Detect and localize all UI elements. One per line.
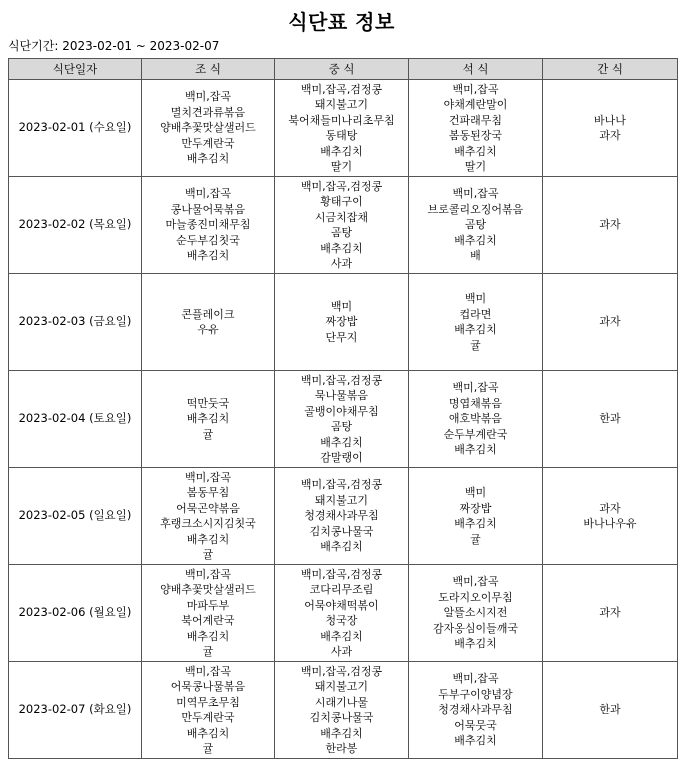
menu-item: 야채계란말이 xyxy=(443,98,508,111)
snack-cell xyxy=(543,80,678,177)
menu-item: 딸기 xyxy=(464,160,487,173)
menu-item: 배추김치 xyxy=(320,435,363,449)
menu-item: 한과 xyxy=(599,703,621,717)
menu-item: 백미,잡곡 xyxy=(452,672,499,686)
menu-item: 김치콩나물국 xyxy=(309,524,374,538)
date-cell: 2023-02-02 (목요일) xyxy=(9,177,142,274)
menu-item: 백미 xyxy=(330,299,353,313)
menu-item: 시금치잡채 xyxy=(314,210,369,224)
date-cell: 2023-02-04 (토요일) xyxy=(9,371,142,468)
menu-item: 과자 xyxy=(599,129,621,142)
menu-item: 배 xyxy=(470,249,481,263)
menu-item: 두부구이양념장 xyxy=(438,687,513,701)
menu-item: 한라봉 xyxy=(325,742,358,755)
menu-item: 배추김치 xyxy=(454,144,497,158)
menu-item: 순두부계란국 xyxy=(443,427,508,441)
menu-item: 과자 xyxy=(599,501,621,515)
breakfast-cell xyxy=(142,80,275,177)
menu-item: 브로콜리오징어볶음 xyxy=(427,202,524,216)
dinner-cell xyxy=(409,274,543,371)
menu-item: 코다리무조림 xyxy=(309,583,374,596)
breakfast-cell xyxy=(142,274,275,371)
menu-item: 시래기나물 xyxy=(314,695,369,709)
menu-item: 배추김치 xyxy=(320,629,363,643)
menu-item: 배추김치 xyxy=(454,323,497,336)
menu-item: 봄동무침 xyxy=(186,486,230,499)
menu-item: 배추김치 xyxy=(320,726,363,740)
header-breakfast: 조 식 xyxy=(142,59,275,80)
menu-item: 배추김치 xyxy=(454,734,497,748)
menu-item: 귤 xyxy=(202,548,214,561)
dinner-cell xyxy=(409,565,543,662)
menu-item: 알뜰소시지전 xyxy=(443,606,508,620)
breakfast-cell xyxy=(142,177,275,274)
date-cell: 2023-02-01 (수요일) xyxy=(9,80,142,177)
menu-item: 귤 xyxy=(202,742,214,755)
menu-item: 청경채사과무침 xyxy=(304,509,379,523)
date-cell: 2023-02-03 (금요일) xyxy=(9,274,142,371)
menu-item: 돼지불고기 xyxy=(314,98,369,111)
menu-item: 백미,잡곡,검정콩 xyxy=(300,567,383,581)
table-row xyxy=(9,662,678,759)
menu-item: 건파래무침 xyxy=(448,113,503,127)
menu-item: 어묵뭇국 xyxy=(454,718,497,732)
menu-item: 백미,잡곡 xyxy=(184,187,231,201)
menu-item: 백미,잡곡,검정콩 xyxy=(300,664,383,678)
menu-item: 사과 xyxy=(330,257,353,270)
menu-item: 순두부김칫국 xyxy=(176,233,240,247)
menu-item: 콩나물어묵볶음 xyxy=(170,202,246,216)
lunch-cell xyxy=(275,274,409,371)
table-row xyxy=(9,177,678,274)
menu-item: 떡만둣국 xyxy=(186,396,230,410)
menu-item: 귤 xyxy=(202,645,214,658)
snack-cell xyxy=(543,274,678,371)
menu-item: 백미,잡곡,검정콩 xyxy=(300,373,383,387)
menu-item: 백미,잡곡 xyxy=(184,90,231,104)
menu-item: 만두계란국 xyxy=(181,136,235,150)
lunch-cell xyxy=(275,80,409,177)
lunch-cell xyxy=(275,565,409,662)
menu-item: 배추김치 xyxy=(320,241,363,255)
menu-item: 후랭크소시지김칫국 xyxy=(160,517,256,530)
table-header-row xyxy=(9,59,678,80)
snack-cell xyxy=(543,177,678,274)
menu-item: 백미,잡곡 xyxy=(184,470,231,484)
menu-item: 봄동된장국 xyxy=(448,129,503,142)
menu-item: 배추김치 xyxy=(186,412,230,426)
menu-item: 감자옹심이들깨국 xyxy=(432,621,518,635)
menu-item: 배추김치 xyxy=(186,629,230,643)
menu-item: 도라지오이무침 xyxy=(438,590,513,604)
menu-item: 사과 xyxy=(330,645,353,658)
menu-item: 어묵콩나물볶음 xyxy=(170,680,246,693)
menu-item: 바나나 xyxy=(594,113,626,127)
menu-item: 멸치견과류볶음 xyxy=(170,105,246,119)
menu-item: 콘플레이크 xyxy=(181,307,235,321)
menu-item: 백미 xyxy=(464,486,487,499)
menu-item: 동태탕 xyxy=(325,129,358,142)
menu-item: 마늘종진미채무침 xyxy=(165,218,251,232)
dinner-cell xyxy=(409,662,543,759)
menu-item: 양배추꽃맛살샐러드 xyxy=(160,121,256,135)
date-cell: 2023-02-05 (일요일) xyxy=(9,468,142,565)
meal-period: 식단기간: 2023-02-01 ~ 2023-02-07 xyxy=(8,39,220,53)
menu-item: 북어채들미나리초무침 xyxy=(288,113,395,127)
menu-item: 과자 xyxy=(599,606,621,620)
menu-item: 배추김치 xyxy=(186,532,230,546)
meal-table xyxy=(8,58,678,759)
breakfast-cell xyxy=(142,371,275,468)
menu-item: 골뱅이야채무침 xyxy=(304,404,379,418)
menu-item: 백미,잡곡,검정콩 xyxy=(300,82,383,96)
page-title: 식단표 정보 xyxy=(288,10,395,34)
menu-item: 귤 xyxy=(470,532,481,546)
menu-item: 백미,잡곡,검정콩 xyxy=(300,179,383,193)
menu-item: 돼지불고기 xyxy=(314,680,369,693)
date-cell: 2023-02-06 (월요일) xyxy=(9,565,142,662)
menu-item: 짜장밥 xyxy=(459,501,492,515)
menu-item: 양배추꽃맛살샐러드 xyxy=(160,583,256,596)
lunch-cell xyxy=(275,662,409,759)
menu-item: 과자 xyxy=(599,315,621,329)
menu-item: 백미,잡곡 xyxy=(452,187,499,201)
menu-item: 백미,잡곡 xyxy=(452,82,499,96)
date-cell: 2023-02-07 (화요일) xyxy=(9,662,142,759)
menu-item: 백미,잡곡 xyxy=(184,664,231,678)
menu-item: 북어계란국 xyxy=(181,614,235,627)
menu-item: 귤 xyxy=(470,338,481,352)
breakfast-cell xyxy=(142,662,275,759)
breakfast-cell xyxy=(142,565,275,662)
menu-item: 배추김치 xyxy=(186,152,230,166)
menu-item: 어묵곤약볶음 xyxy=(176,501,240,515)
menu-item: 어묵야채떡볶이 xyxy=(304,598,379,612)
menu-item: 명엽채볶음 xyxy=(448,396,503,410)
table-row xyxy=(9,468,678,565)
menu-item: 곰탕 xyxy=(330,420,353,433)
menu-item: 한과 xyxy=(599,412,621,426)
menu-item: 짜장밥 xyxy=(325,315,358,329)
menu-item: 김치콩나물국 xyxy=(309,711,374,724)
header-date: 식단일자 xyxy=(9,59,142,80)
table-row xyxy=(9,274,678,371)
dinner-cell xyxy=(409,80,543,177)
table-row xyxy=(9,371,678,468)
lunch-cell xyxy=(275,177,409,274)
lunch-cell xyxy=(275,468,409,565)
menu-item: 단무지 xyxy=(325,330,358,344)
menu-item: 청국장 xyxy=(325,614,358,627)
menu-item: 배추김치 xyxy=(454,443,497,457)
menu-item: 백미,잡곡,검정콩 xyxy=(300,478,383,492)
menu-item: 황태구이 xyxy=(320,195,363,208)
menu-item: 돼지불고기 xyxy=(314,493,369,507)
table-row xyxy=(9,565,678,662)
snack-cell xyxy=(543,468,678,565)
menu-item: 청경채사과무침 xyxy=(438,703,513,717)
menu-item: 미역무초무침 xyxy=(176,695,240,709)
header-dinner: 석 식 xyxy=(409,59,543,80)
menu-item: 배추김치 xyxy=(186,249,230,263)
menu-item: 배추김치 xyxy=(454,637,497,651)
snack-cell xyxy=(543,565,678,662)
menu-item: 곰탕 xyxy=(330,226,353,239)
dinner-cell xyxy=(409,468,543,565)
menu-item: 과자 xyxy=(599,218,621,232)
menu-item: 귤 xyxy=(202,427,214,441)
header-snack: 간 식 xyxy=(543,59,678,80)
menu-item: 컵라면 xyxy=(459,307,492,321)
dinner-cell xyxy=(409,371,543,468)
snack-cell xyxy=(543,662,678,759)
table-row xyxy=(9,80,678,177)
menu-item: 백미,잡곡 xyxy=(452,381,499,395)
menu-item: 배추김치 xyxy=(454,517,497,530)
lunch-cell xyxy=(275,371,409,468)
menu-item: 곰탕 xyxy=(464,218,487,232)
menu-item: 배추김치 xyxy=(454,233,497,247)
menu-item: 배추김치 xyxy=(320,540,363,554)
menu-item: 묵나물볶음 xyxy=(314,389,369,402)
menu-item: 백미 xyxy=(464,292,487,305)
menu-item: 배추김치 xyxy=(186,726,230,740)
header-lunch: 중 식 xyxy=(275,59,409,80)
menu-item: 마파두부 xyxy=(186,598,230,612)
menu-item: 백미,잡곡 xyxy=(452,575,499,589)
menu-item: 우유 xyxy=(197,323,219,336)
menu-item: 바나나우유 xyxy=(583,517,637,530)
menu-item: 감말랭이 xyxy=(320,451,363,464)
menu-item: 애호박볶음 xyxy=(448,412,503,426)
snack-cell xyxy=(543,371,678,468)
menu-item: 백미,잡곡 xyxy=(184,567,231,581)
menu-item: 딸기 xyxy=(330,160,353,173)
breakfast-cell xyxy=(142,468,275,565)
menu-item: 배추김치 xyxy=(320,144,363,158)
menu-item: 만두계란국 xyxy=(181,711,235,724)
dinner-cell xyxy=(409,177,543,274)
